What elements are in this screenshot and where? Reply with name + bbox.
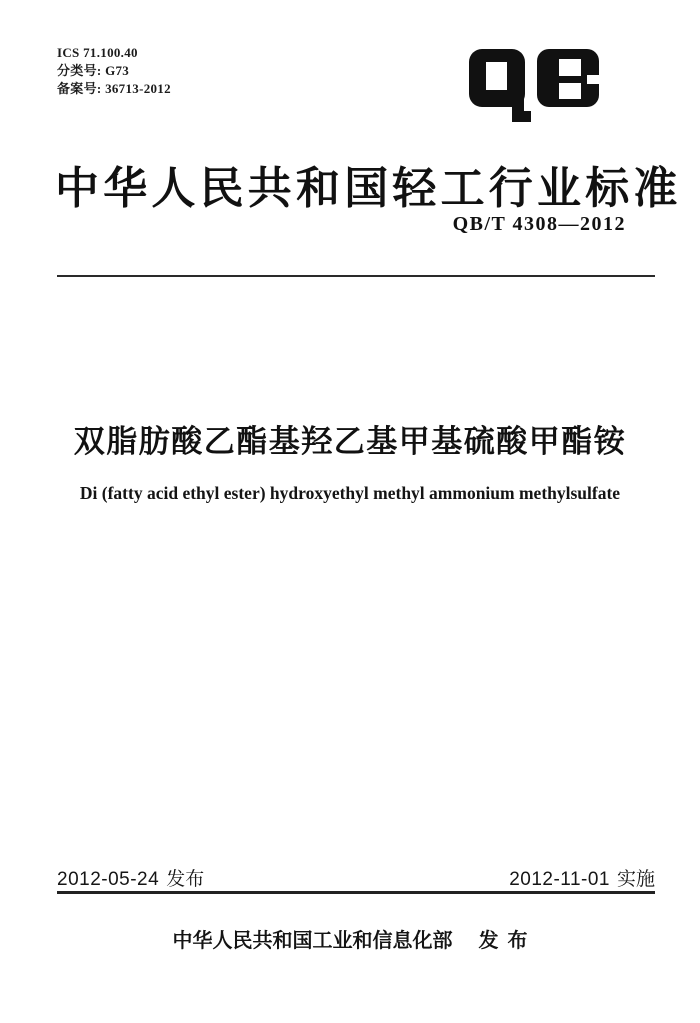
record-number: 备案号: 36713-2012	[57, 81, 171, 96]
standard-title-en: Di (fatty acid ethyl ester) hydroxyethyl methyl ammonium methylsulfate	[79, 483, 621, 503]
standard-category-title: 中华人民共和国轻工行业标准	[55, 164, 682, 213]
qb-logo	[469, 49, 599, 123]
implement-label: 实施	[616, 869, 655, 890]
standard-title-cn: 双脂肪酸乙酯基羟乙基甲基硫酸甲酯铵	[73, 424, 627, 459]
ics-code: ICS 71.100.40	[57, 45, 138, 60]
qb-logo-icon	[469, 49, 599, 123]
publisher-name: 中华人民共和国工业和信息化部	[172, 930, 453, 952]
implement-date: 2012-11-01	[509, 869, 610, 890]
implement-date-item	[509, 864, 655, 891]
publish-word: 发布	[478, 930, 537, 952]
publisher-row	[0, 924, 700, 953]
standard-number: QB/T 4308—2012	[452, 213, 626, 235]
footer-rule	[57, 891, 655, 894]
issue-date-item	[57, 864, 204, 891]
registry-info-block	[57, 44, 171, 98]
issue-label: 发布	[166, 869, 205, 890]
classification-number: 分类号: G73	[57, 63, 130, 78]
issue-date: 2012-05-24	[57, 869, 160, 890]
date-row	[57, 864, 655, 891]
header-rule	[57, 275, 655, 277]
